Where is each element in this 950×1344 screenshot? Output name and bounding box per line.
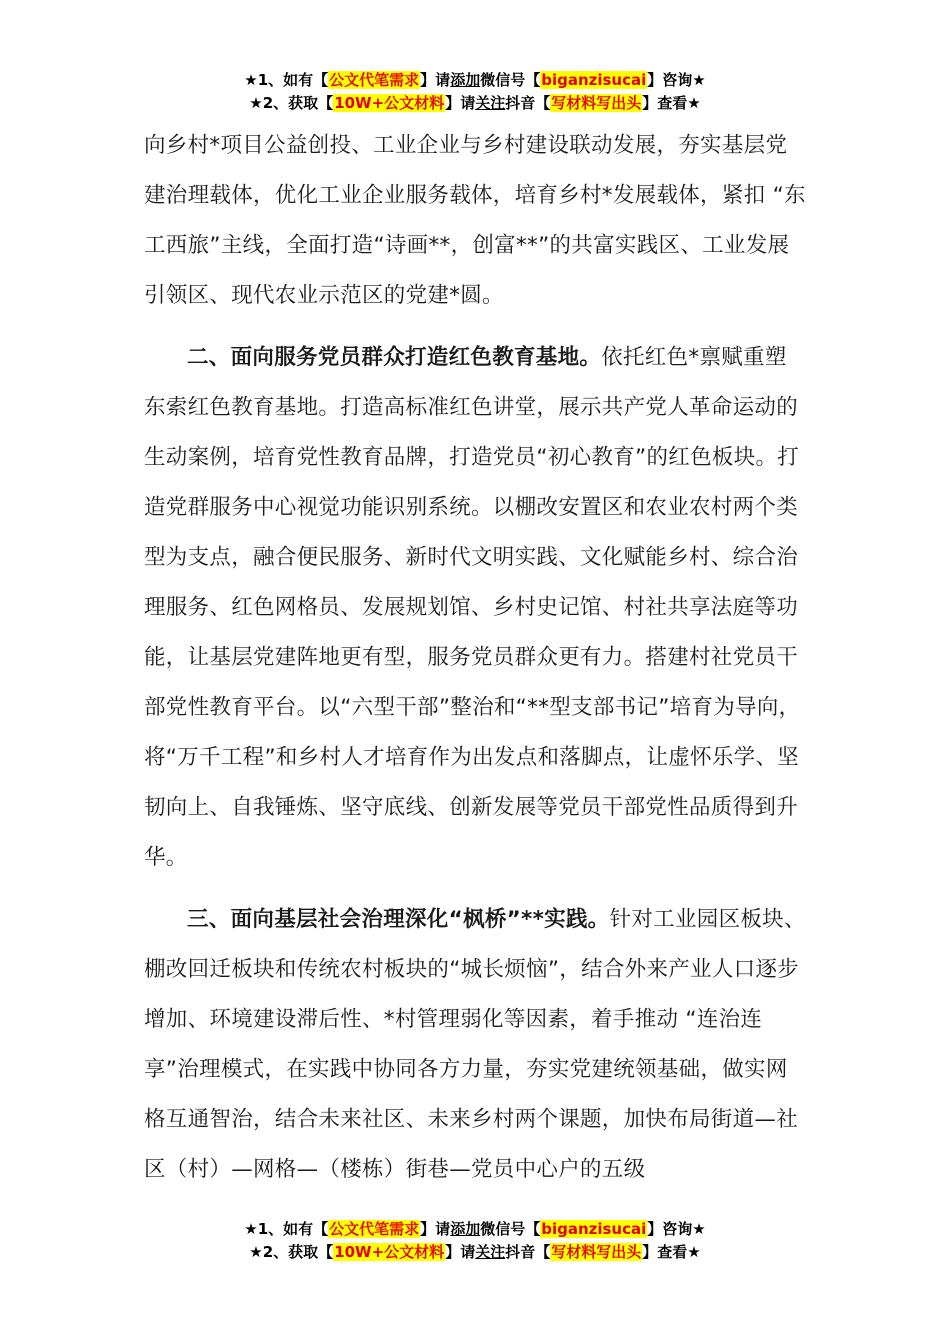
header-notice [0,69,950,115]
highlight-douyin: 写材料写出头 [551,1243,642,1261]
paragraph-1: 向乡村*项目公益创投、工业企业与乡村建设联动发展，夯实基层党建治理载体，优化工业企业服务载体，培育乡村*发展载体，紧扣 “东工西旅”主线，全面打造“诗画**，创富**”的共富实践区、工业发展引领区、现代农业示范区的党建*圆。 [144,133,806,308]
footer-notice [0,1218,950,1264]
paragraph-2 [144,333,808,883]
section-heading-3: 三、面向基层社会治理深化“枫桥”**实践。 [187,907,610,932]
highlight-materials: 10W+公文材料 [334,94,445,112]
notice-line-1: ★1、如有【公文代笔需求】请添加微信号【biganzisucai】咨询★ [244,1220,706,1238]
highlight-wechat-id: biganzisucai [541,71,647,89]
highlight-wechat-id: biganzisucai [541,1220,647,1238]
highlight-service: 公文代笔需求 [329,1220,420,1238]
section-body-2: 依托红色*禀赋重塑东索红色教育基地。打造高标准红色讲堂，展示共产党人革命运动的生动案例，培育党性教育品牌，打造党员“初心教育”的红色板块。打造党群服务中心视觉功能识别系统。以棚改安置区和农业农村两个类型为支点，融合便民服务、新时代文明实践、文化赋能乡村、综合治理服务、红色网格员、发展规划馆、乡村史记馆、村社共享法庭等功能，让基层党建阵地更有型，服务党员群众更有力。搭建村社党员干部党性教育平台。以“六型干部”整治和“**型支部书记”培育为导向，将“万千工程”和乡村人才培育作为出发点和落脚点，让虚怀乐学、坚韧向上、自我锤炼、坚守底线、创新发展等党员干部党性品质得到升华。 [144,345,801,870]
section-heading-2: 二、面向服务党员群众打造红色教育基地。 [187,345,602,370]
notice-line-2: ★2、获取【10W+公文材料】请关注抖音【写材料写出头】查看★ [249,94,701,112]
notice-line-2: ★2、获取【10W+公文材料】请关注抖音【写材料写出头】查看★ [249,1243,701,1261]
highlight-service: 公文代笔需求 [329,71,420,89]
highlight-materials: 10W+公文材料 [334,1243,445,1261]
section-body-3: 针对工业园区板块、棚改回迁板块和传统农村板块的“城长烦恼”，结合外来产业人口逐步增加、环境建设滞后性、*村管理弱化等因素，着手推动 “连治连享”治理模式，在实践中协同各方力量，夯实党建统领基础，做实网格互通智治，结合未来社区、未来乡村两个课题，加快布局街道—社区（村）—网格—（楼栋）街巷—党员中心户的五级 [144,907,806,1182]
paragraph-3 [144,895,808,1195]
document-body [144,121,808,1195]
highlight-douyin: 写材料写出头 [551,94,642,112]
notice-line-1: ★1、如有【公文代笔需求】请添加微信号【biganzisucai】咨询★ [244,71,706,89]
